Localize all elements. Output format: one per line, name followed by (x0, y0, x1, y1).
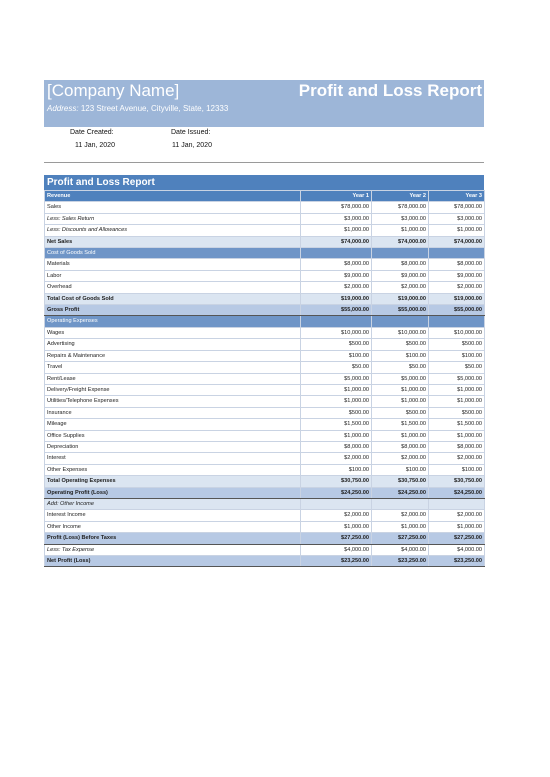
row-label: Less: Tax Expense (45, 544, 301, 555)
row-value: $2,000.00 (429, 453, 485, 464)
row-value: $500.00 (372, 407, 429, 418)
date-issued-value: 11 Jan, 2020 (172, 142, 212, 149)
row-value: $78,000.00 (301, 202, 372, 213)
table-row (45, 544, 485, 555)
column-header: Year 1 (301, 191, 372, 202)
table-title: Profit and Loss Report (44, 175, 484, 190)
row-value: $74,000.00 (372, 236, 429, 247)
row-label: Repairs & Maintenance (45, 350, 301, 361)
table-row (45, 202, 485, 213)
table-row (45, 441, 485, 452)
row-value: $1,000.00 (429, 430, 485, 441)
row-value: $2,000.00 (372, 510, 429, 521)
row-label: Depreciation (45, 441, 301, 452)
row-label: Mileage (45, 419, 301, 430)
row-label: Utilities/Telephone Expenses (45, 396, 301, 407)
row-value: $74,000.00 (301, 236, 372, 247)
row-value: $30,750.00 (372, 476, 429, 487)
row-value: $1,000.00 (372, 225, 429, 236)
row-value: $100.00 (429, 350, 485, 361)
row-value: $1,000.00 (301, 430, 372, 441)
pl-table-container (44, 175, 484, 567)
row-label: Delivery/Freight Expense (45, 384, 301, 395)
row-value: $50.00 (301, 362, 372, 373)
row-value: $3,000.00 (301, 213, 372, 224)
table-row (45, 430, 485, 441)
column-header: Year 3 (429, 191, 485, 202)
row-label: Travel (45, 362, 301, 373)
row-value: $100.00 (429, 464, 485, 475)
row-value: $1,000.00 (429, 396, 485, 407)
table-row (45, 362, 485, 373)
row-value: $9,000.00 (429, 270, 485, 281)
address-label: Address: (47, 104, 79, 113)
row-value: $2,000.00 (372, 453, 429, 464)
row-value: $1,000.00 (429, 384, 485, 395)
row-label: Other Expenses (45, 464, 301, 475)
row-value: $27,250.00 (372, 533, 429, 544)
table-row (45, 248, 485, 259)
row-value: $500.00 (429, 339, 485, 350)
table-row (45, 533, 485, 544)
table-row (45, 270, 485, 281)
row-value: $1,500.00 (372, 419, 429, 430)
row-value: $74,000.00 (429, 236, 485, 247)
row-label: Office Supplies (45, 430, 301, 441)
row-value: $1,500.00 (301, 419, 372, 430)
table-row (45, 521, 485, 532)
table-row (45, 464, 485, 475)
row-value: $2,000.00 (429, 282, 485, 293)
row-value: $4,000.00 (372, 544, 429, 555)
table-header-row (45, 191, 485, 202)
row-value (301, 248, 372, 259)
row-value: $2,000.00 (301, 510, 372, 521)
row-value: $30,750.00 (429, 476, 485, 487)
table-row (45, 236, 485, 247)
row-value: $100.00 (372, 464, 429, 475)
row-label: Interest (45, 453, 301, 464)
row-value: $1,000.00 (301, 396, 372, 407)
row-label: Materials (45, 259, 301, 270)
row-value: $8,000.00 (301, 259, 372, 270)
column-header: Revenue (45, 191, 301, 202)
row-value: $8,000.00 (301, 441, 372, 452)
row-label: Less: Sales Return (45, 213, 301, 224)
company-name: [Company Name] (47, 81, 180, 100)
table-row (45, 453, 485, 464)
row-label: Sales (45, 202, 301, 213)
row-value: $1,000.00 (372, 521, 429, 532)
row-value: $78,000.00 (372, 202, 429, 213)
row-label: Operating Profit (Loss) (45, 487, 301, 498)
row-value: $3,000.00 (429, 213, 485, 224)
table-row (45, 327, 485, 338)
row-value: $8,000.00 (372, 441, 429, 452)
row-value: $19,000.00 (372, 293, 429, 304)
row-value: $10,000.00 (429, 327, 485, 338)
row-value: $78,000.00 (429, 202, 485, 213)
row-label: Other Income (45, 521, 301, 532)
pl-table (44, 190, 485, 567)
row-value (301, 498, 372, 509)
table-row (45, 373, 485, 384)
row-value: $2,000.00 (372, 282, 429, 293)
row-label: Cost of Goods Sold (45, 248, 301, 259)
row-value (372, 498, 429, 509)
row-value: $19,000.00 (301, 293, 372, 304)
row-value: $1,000.00 (301, 225, 372, 236)
row-value: $55,000.00 (372, 305, 429, 316)
row-label: Net Profit (Loss) (45, 556, 301, 567)
row-value: $27,250.00 (301, 533, 372, 544)
row-value: $23,250.00 (372, 556, 429, 567)
report-header (44, 80, 484, 127)
row-label: Rent/Lease (45, 373, 301, 384)
column-header: Year 2 (372, 191, 429, 202)
row-label: Profit (Loss) Before Taxes (45, 533, 301, 544)
row-value: $23,250.00 (429, 556, 485, 567)
row-label: Labor (45, 270, 301, 281)
row-value (429, 248, 485, 259)
table-row (45, 259, 485, 270)
row-value: $55,000.00 (301, 305, 372, 316)
row-label: Add: Other Income (45, 498, 301, 509)
row-label: Wages (45, 327, 301, 338)
date-issued-label: Date Issued: (171, 129, 211, 136)
report-title: Profit and Loss Report (298, 81, 482, 100)
row-value (372, 248, 429, 259)
row-value (429, 498, 485, 509)
table-row (45, 225, 485, 236)
row-value: $5,000.00 (301, 373, 372, 384)
row-value: $5,000.00 (429, 373, 485, 384)
row-label: Interest Income (45, 510, 301, 521)
row-value: $55,000.00 (429, 305, 485, 316)
table-row (45, 339, 485, 350)
row-label: Operating Expenses (45, 316, 301, 327)
row-value: $9,000.00 (372, 270, 429, 281)
row-value (301, 316, 372, 327)
table-row (45, 316, 485, 327)
date-created-value: 11 Jan, 2020 (75, 142, 115, 149)
row-value: $5,000.00 (372, 373, 429, 384)
row-value: $50.00 (372, 362, 429, 373)
row-value: $2,000.00 (301, 453, 372, 464)
row-label: Advertising (45, 339, 301, 350)
divider-line (44, 162, 484, 163)
company-address (47, 104, 228, 113)
table-row (45, 213, 485, 224)
date-created-label: Date Created: (70, 129, 114, 136)
row-value: $4,000.00 (301, 544, 372, 555)
row-value: $500.00 (429, 407, 485, 418)
row-value (429, 316, 485, 327)
row-value: $100.00 (301, 464, 372, 475)
table-row (45, 293, 485, 304)
row-value: $8,000.00 (372, 259, 429, 270)
row-label: Total Operating Expenses (45, 476, 301, 487)
row-label: Total Cost of Goods Sold (45, 293, 301, 304)
row-value (372, 316, 429, 327)
table-row (45, 419, 485, 430)
table-row (45, 384, 485, 395)
row-label: Gross Profit (45, 305, 301, 316)
row-value: $24,250.00 (301, 487, 372, 498)
row-value: $2,000.00 (301, 282, 372, 293)
row-value: $30,750.00 (301, 476, 372, 487)
table-row (45, 282, 485, 293)
table-row (45, 407, 485, 418)
row-value: $9,000.00 (301, 270, 372, 281)
row-value: $1,000.00 (372, 430, 429, 441)
row-value: $4,000.00 (429, 544, 485, 555)
table-row (45, 510, 485, 521)
row-value: $19,000.00 (429, 293, 485, 304)
row-value: $10,000.00 (301, 327, 372, 338)
row-value: $3,000.00 (372, 213, 429, 224)
table-row (45, 305, 485, 316)
row-value: $10,000.00 (372, 327, 429, 338)
row-value: $50.00 (429, 362, 485, 373)
row-value: $500.00 (301, 407, 372, 418)
row-value: $100.00 (372, 350, 429, 361)
row-value: $8,000.00 (429, 259, 485, 270)
row-label: Insurance (45, 407, 301, 418)
table-row (45, 498, 485, 509)
table-row (45, 556, 485, 567)
row-value: $23,250.00 (301, 556, 372, 567)
address-value: 123 Street Avenue, Cityville, State, 12333 (80, 104, 229, 113)
row-value: $500.00 (372, 339, 429, 350)
row-value: $1,000.00 (372, 384, 429, 395)
row-value: $27,250.00 (429, 533, 485, 544)
table-body (45, 202, 485, 567)
table-row (45, 487, 485, 498)
table-row (45, 396, 485, 407)
table-row (45, 350, 485, 361)
row-value: $100.00 (301, 350, 372, 361)
row-label: Overhead (45, 282, 301, 293)
row-value: $1,000.00 (301, 384, 372, 395)
row-value: $24,250.00 (372, 487, 429, 498)
table-row (45, 476, 485, 487)
row-value: $500.00 (301, 339, 372, 350)
row-label: Net Sales (45, 236, 301, 247)
row-value: $1,000.00 (429, 225, 485, 236)
row-label: Less: Discounts and Allowances (45, 225, 301, 236)
row-value: $2,000.00 (429, 510, 485, 521)
row-value: $1,000.00 (301, 521, 372, 532)
row-value: $1,000.00 (429, 521, 485, 532)
row-value: $24,250.00 (429, 487, 485, 498)
row-value: $8,000.00 (429, 441, 485, 452)
row-value: $1,500.00 (429, 419, 485, 430)
row-value: $1,000.00 (372, 396, 429, 407)
